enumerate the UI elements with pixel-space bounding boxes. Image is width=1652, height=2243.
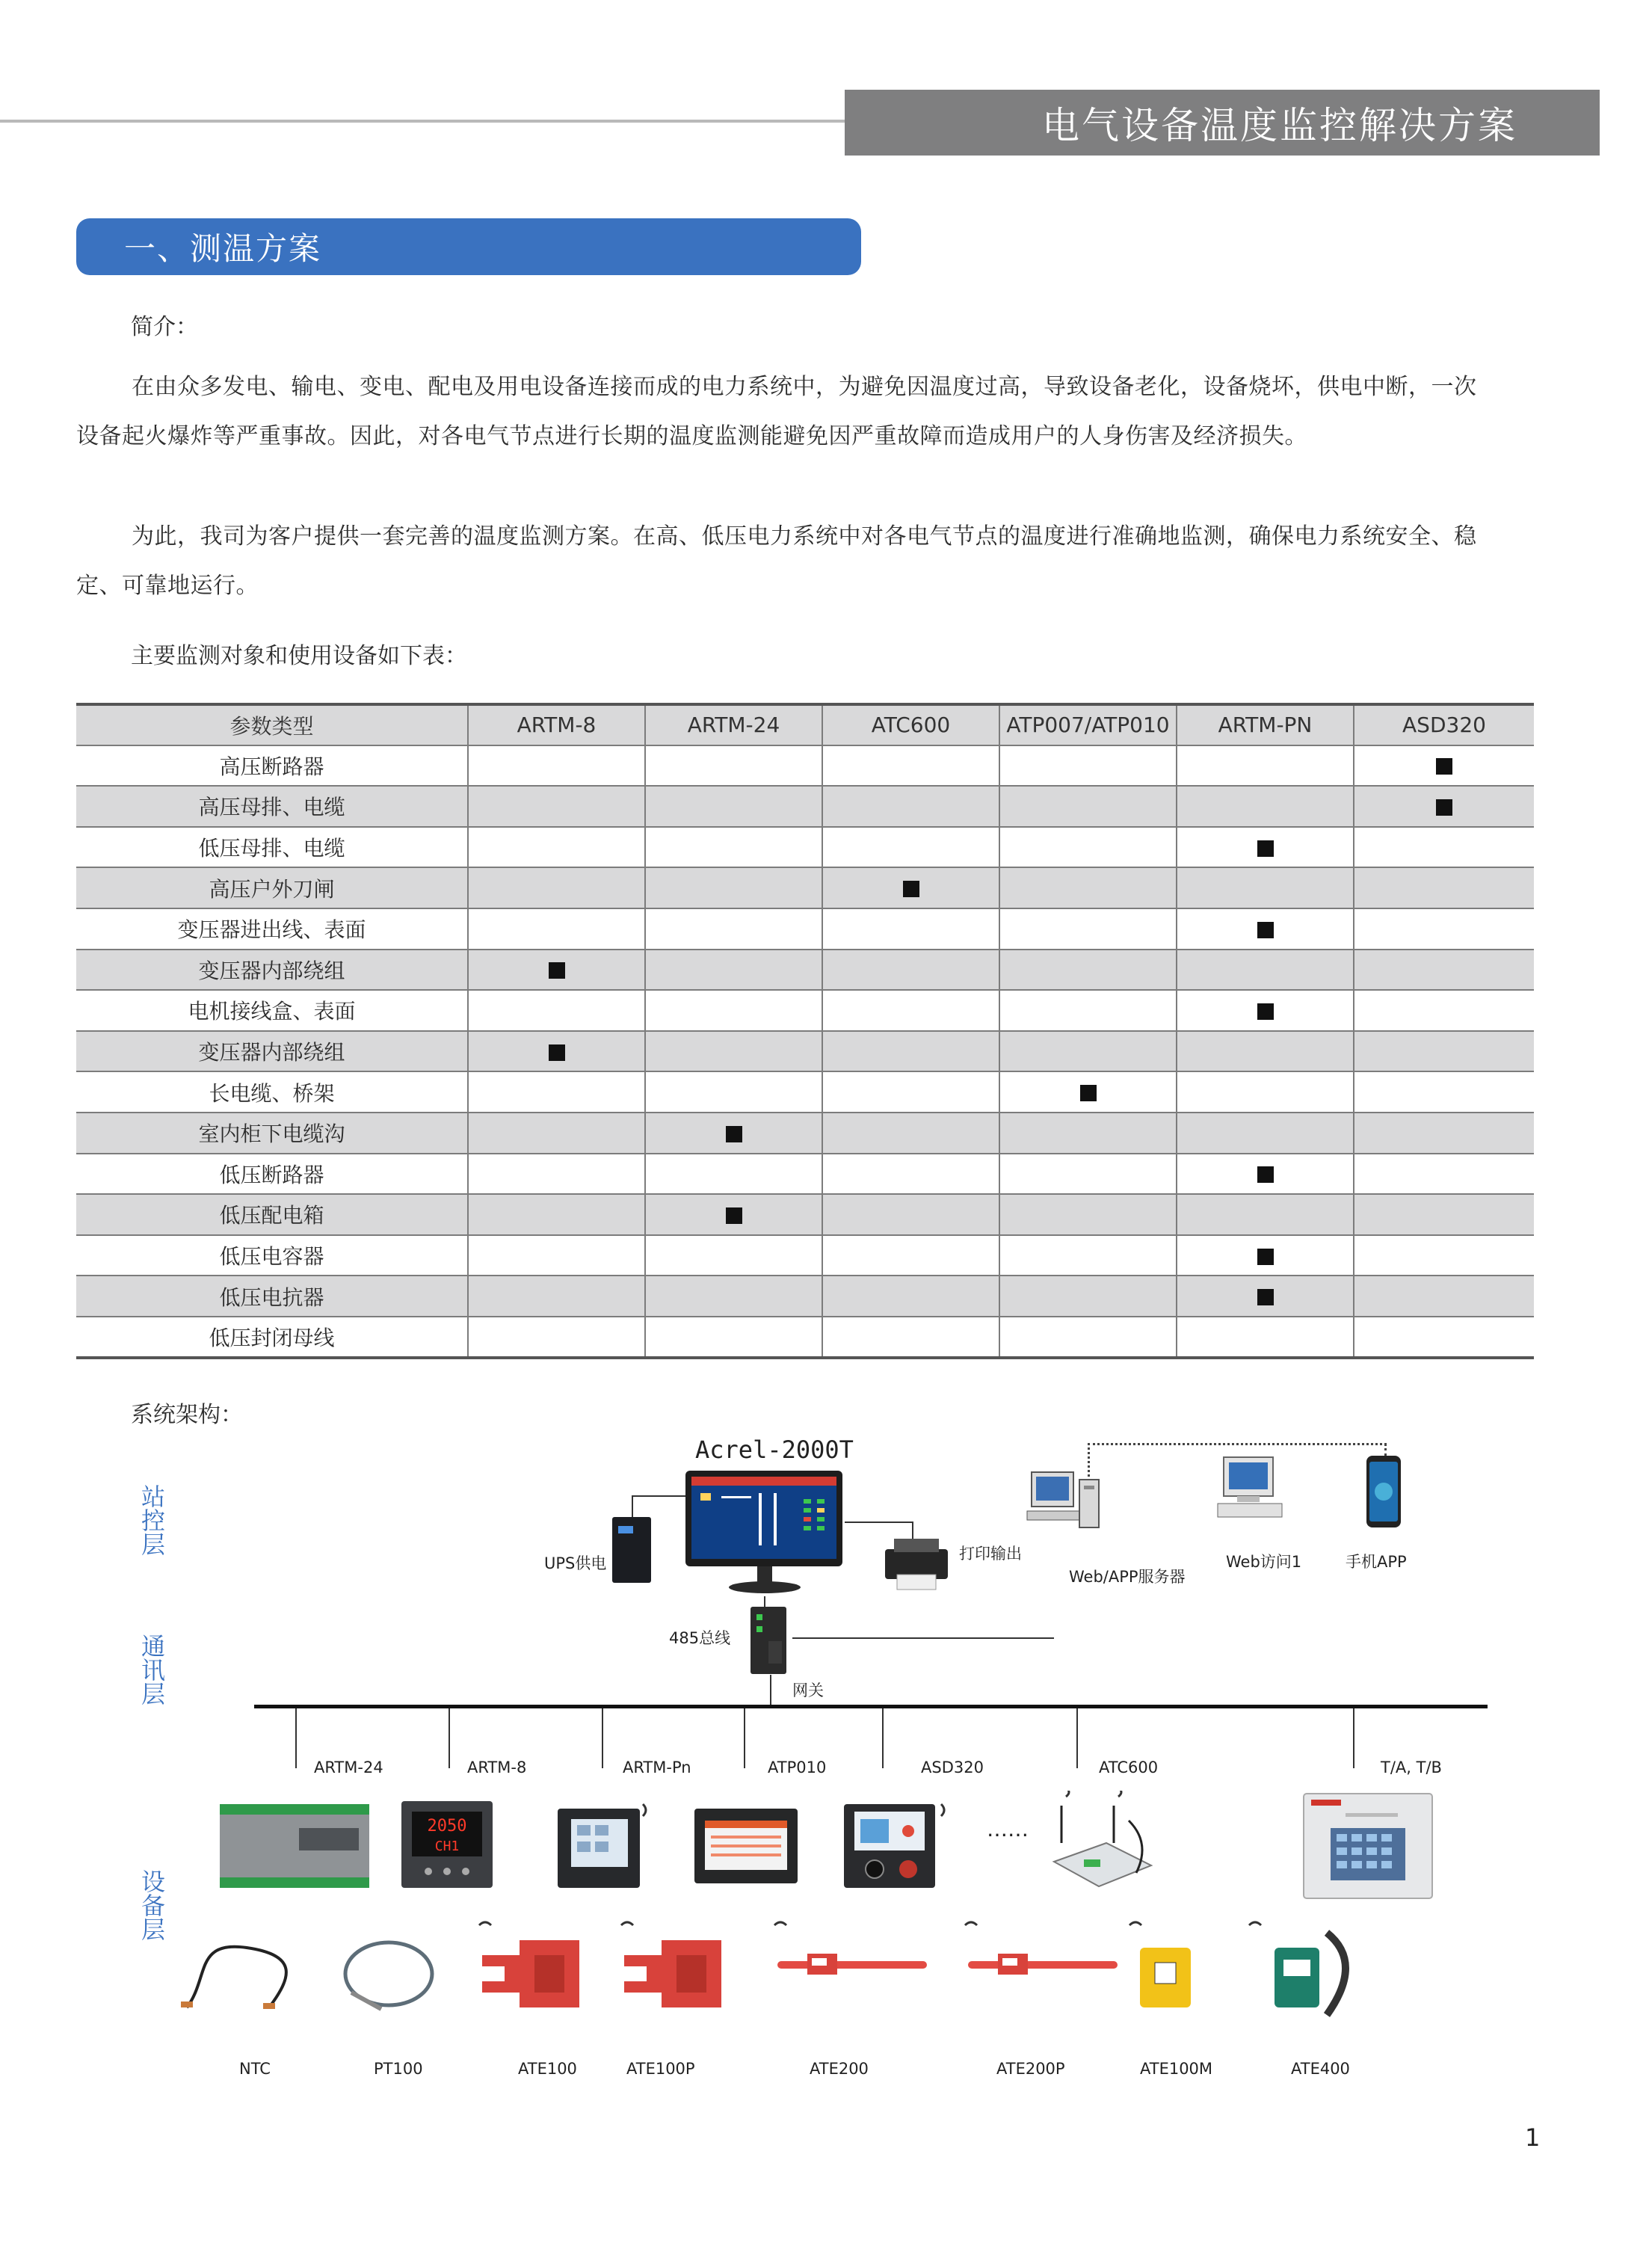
table-row [76, 908, 1534, 950]
mark-cell [645, 786, 822, 827]
table-row [76, 1317, 1534, 1358]
phone-icon [1362, 1454, 1407, 1529]
table-caption: 主要监测对象和使用设备如下表： [131, 643, 467, 669]
mark-cell [468, 1235, 645, 1276]
mark-cell [1177, 1317, 1354, 1358]
system-architecture-diagram [0, 1421, 1652, 2123]
mark-cell [645, 950, 822, 991]
mark-cell [645, 1031, 822, 1072]
param-cell: 变压器进出线、表面 [76, 908, 468, 950]
mark-cell [468, 1154, 645, 1195]
mark-cell [1354, 1071, 1534, 1113]
mark-cell [645, 1113, 822, 1154]
layer-station-label [138, 1484, 165, 1561]
mark-cell [1177, 867, 1354, 908]
param-cell: 高压断路器 [76, 745, 468, 787]
mark-cell [645, 1071, 822, 1113]
check-mark-icon [1436, 799, 1452, 816]
section-heading: 一、测温方案 [76, 218, 861, 275]
mark-cell [1177, 827, 1354, 868]
mark-cell [1354, 1276, 1534, 1317]
document-title: 电气设备温度监控解决方案 [845, 90, 1600, 156]
col-header-atc600: ATC600 [822, 704, 999, 745]
mark-cell [999, 908, 1177, 950]
mark-cell [1354, 745, 1534, 787]
col-header-asd320: ASD320 [1354, 704, 1534, 745]
server-label: Web/APP服务器 [1069, 1568, 1186, 1586]
col-header-atp: ATP007/ATP010 [999, 704, 1177, 745]
sensor-label: ATE200P [996, 2060, 1065, 2078]
monitor-icon [684, 1469, 845, 1596]
asd320-device-icon [841, 1798, 953, 1892]
mark-cell [645, 1194, 822, 1235]
mark-cell [999, 1031, 1177, 1072]
sensor-label: ATE100P [626, 2060, 695, 2078]
mark-cell [822, 1071, 999, 1113]
ta-tb-device-icon [1301, 1791, 1435, 1903]
table-row [76, 867, 1534, 908]
monitoring-table [76, 703, 1534, 1359]
mark-cell [645, 1317, 822, 1358]
mark-cell [1177, 1031, 1354, 1072]
intro-label: 简介： [131, 314, 198, 340]
mark-cell [999, 786, 1177, 827]
mark-cell [468, 1113, 645, 1154]
web-dotted-link [1088, 1443, 1387, 1445]
check-mark-icon [549, 962, 565, 979]
printer-link [845, 1522, 912, 1523]
ups-link [632, 1495, 688, 1497]
mark-cell [822, 950, 999, 991]
app-label: 手机APP [1346, 1553, 1407, 1571]
param-cell: 室内柜下电缆沟 [76, 1113, 468, 1154]
sensor-label: ATE100 [518, 2060, 577, 2078]
mark-cell [1354, 1154, 1534, 1195]
layer-station-text: 站控层 [138, 1484, 166, 1556]
mark-cell [1354, 908, 1534, 950]
param-cell: 低压配电箱 [76, 1194, 468, 1235]
mark-cell [999, 1276, 1177, 1317]
mark-cell [822, 908, 999, 950]
server-icon [1026, 1469, 1104, 1536]
drop-asd320 [882, 1708, 884, 1768]
layer-device-label [138, 1869, 165, 1946]
param-cell: 电机接线盒、表面 [76, 990, 468, 1031]
table-row [76, 1031, 1534, 1072]
col-header-artm8: ARTM-8 [468, 704, 645, 745]
bus-device-label: ATC600 [1099, 1759, 1159, 1776]
meter-reading-top: 2050 [427, 1817, 467, 1836]
col-header-param: 参数类型 [76, 704, 468, 745]
mark-cell [468, 745, 645, 787]
mark-cell [1354, 786, 1534, 827]
table-row [76, 1113, 1534, 1154]
pt100-sensor-icon [336, 1933, 449, 2015]
ate100-sensor-icon [475, 1918, 594, 2019]
layer-device-text: 设备层 [138, 1869, 166, 1941]
mark-cell [1354, 1235, 1534, 1276]
mark-cell [468, 950, 645, 991]
artmpn-device-icon [555, 1798, 652, 1892]
mark-cell [645, 827, 822, 868]
param-cell: 低压母排、电缆 [76, 827, 468, 868]
ate200p-sensor-icon [961, 1918, 1125, 2000]
mark-cell [645, 867, 822, 908]
mark-cell [1354, 990, 1534, 1031]
intro-paragraph-1: 在由众多发电、输电、变电、配电及用电设备连接而成的电力系统中，为避免因温度过高，导致设备老化，设备烧坏，供电中断，一次设备起火爆炸等严重事故。因此，对各电气节点进行长期的温度监测能避免因严重故障而造成用户的人身伤害及经济损失。 [76, 374, 1477, 449]
printer-label: 打印输出 [959, 1545, 1022, 1563]
mark-cell [468, 908, 645, 950]
ate100m-sensor-icon [1125, 1918, 1207, 2015]
mark-cell [1177, 786, 1354, 827]
drop-ta-tb [1353, 1708, 1354, 1768]
mark-cell [1177, 1194, 1354, 1235]
table-row [76, 990, 1534, 1031]
mark-cell [1177, 908, 1354, 950]
mark-cell [822, 1031, 999, 1072]
param-cell: 变压器内部绕组 [76, 1031, 468, 1072]
sensor-label: NTC [239, 2060, 271, 2078]
check-mark-icon [1257, 1003, 1274, 1020]
table-row [76, 1071, 1534, 1113]
header-rule [0, 120, 845, 123]
main-bus-line [254, 1705, 1488, 1708]
drop-atp010 [744, 1708, 745, 1768]
param-cell: 高压母排、电缆 [76, 786, 468, 827]
ups-icon [609, 1514, 654, 1585]
col-header-artm24: ARTM-24 [645, 704, 822, 745]
mark-cell [1177, 990, 1354, 1031]
mark-cell [645, 1235, 822, 1276]
mark-cell [1177, 1235, 1354, 1276]
system-name: Acrel-2000T [695, 1436, 854, 1464]
param-cell: 变压器内部绕组 [76, 950, 468, 991]
check-mark-icon [726, 1207, 742, 1224]
mark-cell [1177, 1154, 1354, 1195]
check-mark-icon [1257, 1249, 1274, 1265]
mark-cell [468, 1317, 645, 1358]
check-mark-icon [1436, 758, 1452, 775]
param-cell: 低压电容器 [76, 1235, 468, 1276]
param-cell: 长电缆、桥架 [76, 1071, 468, 1113]
mark-cell [999, 1235, 1177, 1276]
mark-cell [645, 908, 822, 950]
mark-cell [1177, 950, 1354, 991]
param-cell: 低压电抗器 [76, 1276, 468, 1317]
gateway-icon [746, 1604, 794, 1679]
mark-cell [999, 990, 1177, 1031]
mark-cell [822, 1276, 999, 1317]
mark-cell [468, 1276, 645, 1317]
table-row [76, 1235, 1534, 1276]
table-row [76, 1194, 1534, 1235]
bus485-line [792, 1637, 1054, 1639]
bus-device-label: ASD320 [921, 1759, 984, 1776]
check-mark-icon [1257, 1166, 1274, 1183]
mark-cell [822, 745, 999, 787]
layer-comm-text: 通讯层 [138, 1634, 166, 1705]
table-row [76, 950, 1534, 991]
gateway-label: 网关 [792, 1682, 824, 1699]
bus485-label: 485总线 [669, 1629, 731, 1647]
mark-cell [1354, 1113, 1534, 1154]
param-cell: 低压封闭母线 [76, 1317, 468, 1358]
mark-cell [468, 1194, 645, 1235]
web-pc-icon [1215, 1454, 1289, 1525]
mark-cell [822, 990, 999, 1031]
mark-cell [645, 745, 822, 787]
mark-cell [468, 1031, 645, 1072]
ate200-sensor-icon [770, 1918, 934, 2000]
bus-device-label: ATP010 [768, 1759, 827, 1776]
mark-cell [645, 1154, 822, 1195]
architecture-caption: 系统架构： [131, 1402, 243, 1428]
mark-cell [1177, 745, 1354, 787]
table-row [76, 745, 1534, 787]
bus-device-label: T/A, T/B [1381, 1759, 1442, 1776]
mark-cell [468, 786, 645, 827]
check-mark-icon [1257, 1289, 1274, 1305]
printer-icon [881, 1533, 952, 1593]
check-mark-icon [1080, 1085, 1097, 1101]
mark-cell [999, 950, 1177, 991]
mark-cell [468, 990, 645, 1031]
table-row [76, 827, 1534, 868]
mark-cell [822, 1154, 999, 1195]
mark-cell [1177, 1276, 1354, 1317]
intro-paragraph-2: 为此，我司为客户提供一套完善的温度监测方案。在高、低压电力系统中对各电气节点的温度进行准确地监测，确保电力系统安全、稳定、可靠地运行。 [76, 523, 1477, 599]
mark-cell [1354, 867, 1534, 908]
ate100p-sensor-icon [617, 1918, 736, 2019]
atc600-device-icon [1039, 1791, 1166, 1895]
mark-cell [1177, 1071, 1354, 1113]
mark-cell [822, 867, 999, 908]
mark-cell [1354, 1317, 1534, 1358]
param-cell: 高压户外刀闸 [76, 867, 468, 908]
artm8-device-icon [398, 1798, 496, 1892]
check-mark-icon [1257, 922, 1274, 938]
col-header-artmpn: ARTM-PN [1177, 704, 1354, 745]
bus-device-label: ARTM-Pn [623, 1759, 691, 1776]
mark-cell [999, 1317, 1177, 1358]
mark-cell [822, 827, 999, 868]
mark-cell [1177, 1113, 1354, 1154]
mark-cell [999, 867, 1177, 908]
drop-atc600 [1076, 1708, 1078, 1768]
mark-cell [999, 745, 1177, 787]
mark-cell [999, 1194, 1177, 1235]
atp010-device-icon [691, 1806, 800, 1888]
drop-artm8 [449, 1708, 450, 1768]
mark-cell [822, 1113, 999, 1154]
meter-reading-bottom: CH1 [434, 1839, 460, 1854]
check-mark-icon [726, 1126, 742, 1142]
mark-cell [645, 1276, 822, 1317]
check-mark-icon [549, 1044, 565, 1061]
sensor-label: ATE200 [810, 2060, 869, 2078]
table-row [76, 1154, 1534, 1195]
bus-device-label: ARTM-24 [314, 1759, 383, 1776]
table-row [76, 786, 1534, 827]
table-row [76, 1276, 1534, 1317]
mark-cell [822, 786, 999, 827]
check-mark-icon [903, 881, 919, 897]
mark-cell [822, 1194, 999, 1235]
page-number: 1 [1525, 2123, 1541, 2152]
mark-cell [1354, 1194, 1534, 1235]
mark-cell [1354, 1031, 1534, 1072]
drop-artm24 [295, 1708, 297, 1768]
ntc-sensor-icon [179, 1933, 306, 2015]
mark-cell [822, 1235, 999, 1276]
gateway-to-bus-line [770, 1675, 771, 1705]
drop-artmpn [602, 1708, 603, 1768]
web-label: Web访问1 [1226, 1553, 1302, 1571]
sensor-label: ATE400 [1291, 2060, 1350, 2078]
mark-cell [468, 867, 645, 908]
bus-device-label: ARTM-8 [467, 1759, 527, 1776]
param-cell: 低压断路器 [76, 1154, 468, 1195]
mark-cell [822, 1317, 999, 1358]
mark-cell [468, 1071, 645, 1113]
mark-cell [999, 1113, 1177, 1154]
mark-cell [999, 1154, 1177, 1195]
sensor-label: PT100 [374, 2060, 423, 2078]
mark-cell [999, 1071, 1177, 1113]
artm24-device-icon [217, 1798, 374, 1892]
sensor-label: ATE100M [1140, 2060, 1213, 2078]
layer-comm-label [138, 1634, 165, 1711]
mark-cell [1354, 950, 1534, 991]
check-mark-icon [1257, 840, 1274, 857]
mark-cell [1354, 827, 1534, 868]
ellipsis: …… [987, 1817, 1029, 1842]
ate400-sensor-icon [1245, 1918, 1364, 2022]
mark-cell [645, 990, 822, 1031]
mark-cell [999, 827, 1177, 868]
ups-label: UPS供电 [544, 1554, 607, 1572]
mark-cell [468, 827, 645, 868]
table-header-row [76, 704, 1534, 745]
